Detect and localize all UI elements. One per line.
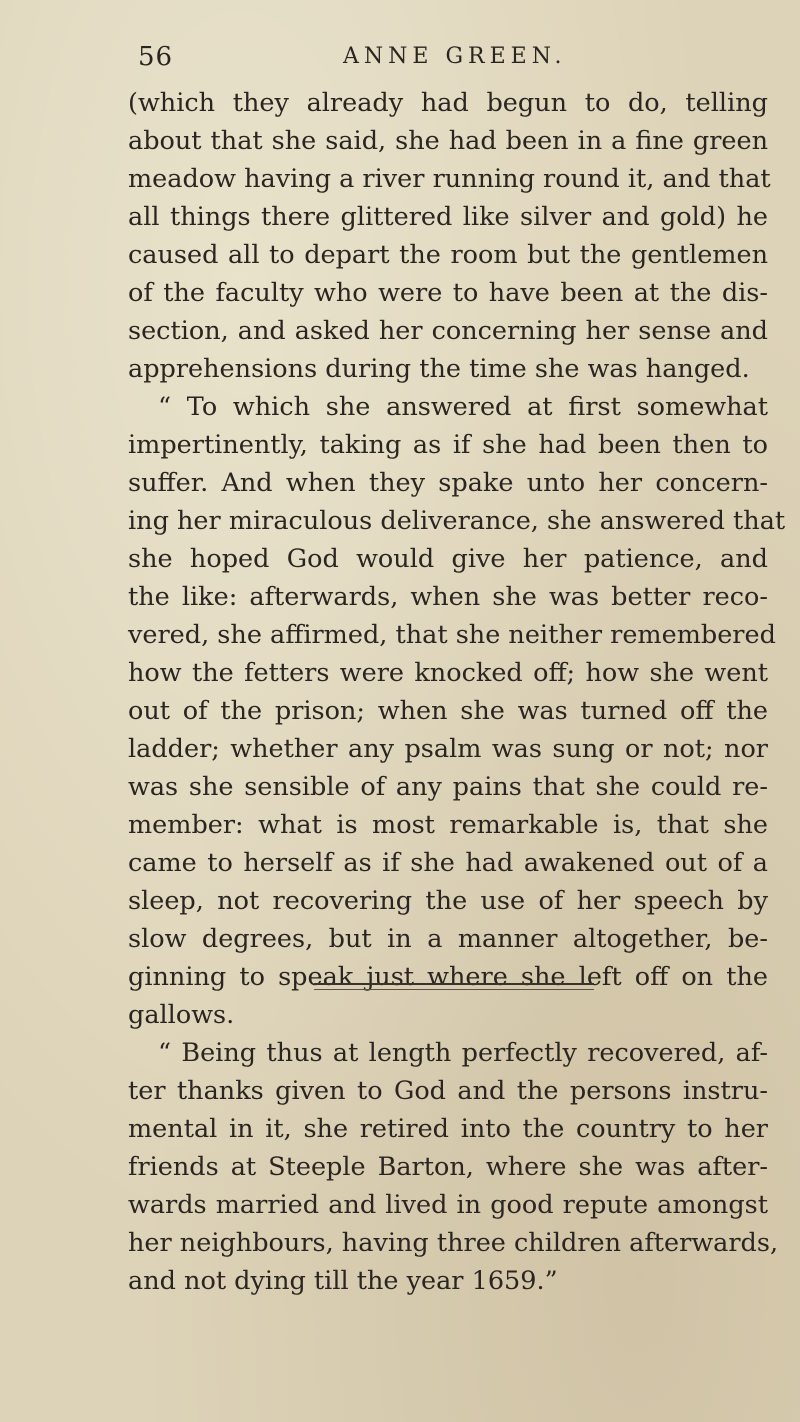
text-line: ginning to speak just where she left off on the (128, 962, 768, 992)
text-line: member: what is most remarkable is, that she (128, 810, 768, 840)
running-head: ANNE GREEN. (343, 44, 567, 69)
text-line: section, and asked her concerning her sense and (128, 316, 768, 346)
page-number: 56 (138, 42, 174, 72)
end-rule-thin (314, 989, 594, 990)
text-line: “ Being thus at length perfectly recovered, af- (158, 1038, 768, 1068)
text-line: out of the prison; when she was turned off the (128, 696, 768, 726)
text-line: came to herself as if she had awakened out of a (128, 848, 768, 878)
text-line: caused all to depart the room but the gentlemen (128, 240, 768, 270)
text-line: sleep, not recovering the use of her speech by (128, 886, 768, 916)
text-line: wards married and lived in good repute amongst (128, 1190, 768, 1220)
text-line: ter thanks given to God and the persons instru- (128, 1076, 768, 1106)
text-line: about that she said, she had been in a fine green (128, 126, 768, 156)
text-line: of the faculty who were to have been at the dis- (128, 278, 768, 308)
text-line: all things there glittered like silver and gold) he (128, 202, 768, 232)
text-line: ladder; whether any psalm was sung or not; nor (128, 734, 768, 764)
text-line: ing her miraculous deliverance, she answered that (128, 506, 786, 536)
text-line: was she sensible of any pains that she could re- (128, 772, 768, 802)
text-line: vered, she affirmed, that she neither remembered (128, 620, 776, 650)
text-line: gallows. (128, 1000, 235, 1030)
page-header (138, 42, 778, 82)
text-line: meadow having a river running round it, and that (128, 164, 771, 194)
text-line: mental in it, she retired into the country to her (128, 1114, 768, 1144)
text-line: (which they already had begun to do, telling (128, 88, 768, 118)
text-line: “ To which she answered at first somewhat (158, 392, 768, 422)
text-line: impertinently, taking as if she had been then to (128, 430, 768, 460)
text-line: the like: afterwards, when she was better reco- (128, 582, 768, 612)
text-line: she hoped God would give her patience, and (128, 544, 768, 574)
text-line: how the fetters were knocked off; how she went (128, 658, 768, 688)
text-line: apprehensions during the time she was hanged. (128, 354, 750, 384)
body-text (128, 84, 786, 1300)
text-line: suffer. And when they spake unto her concern- (128, 468, 768, 498)
text-line: her neighbours, having three children afterwards, (128, 1228, 779, 1258)
end-rule (314, 983, 594, 985)
text-line: slow degrees, but in a manner altogether, be- (128, 924, 768, 954)
text-line: friends at Steeple Barton, where she was after- (128, 1152, 768, 1182)
text-line: and not dying till the year 1659.” (128, 1266, 558, 1296)
